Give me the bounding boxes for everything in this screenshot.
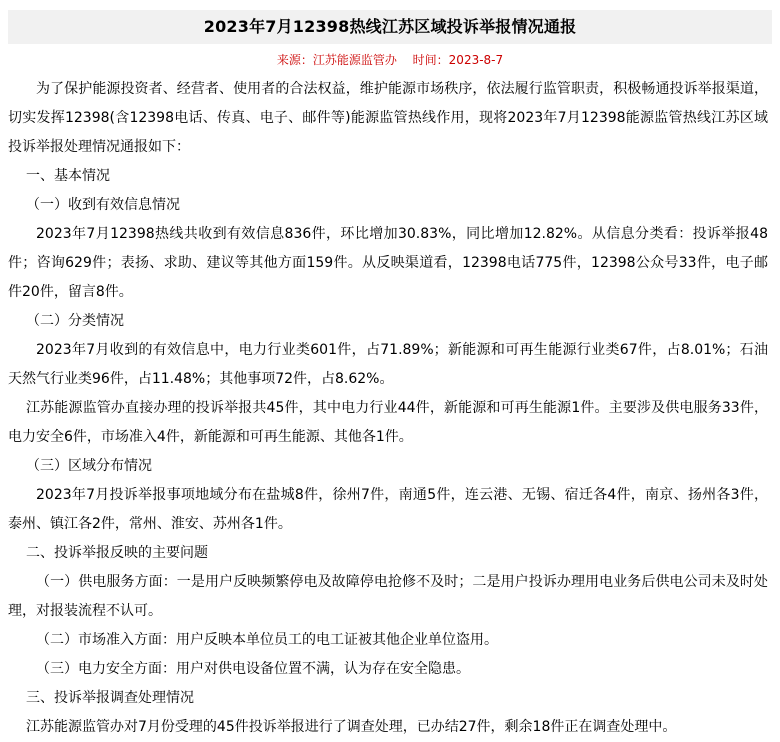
paragraph: 三、投诉举报调查处理情况 (26, 690, 194, 706)
time-label: 时间：2023-8-7 (412, 53, 504, 67)
paragraph: 2023年7月收到的有效信息中，电力行业类601件，占71.89%；新能源和可再生能源行业类67件，占8.01%；石油天然气行业类96件，占11.48%；其他事项72件，占8.62%。 (8, 342, 768, 387)
paragraph: 2023年7月投诉举报事项地域分布在盐城8件，徐州7件，南通5件，连云港、无锡、宿迁各4件，南京、扬州各3件，泰州、镇江各2件，常州、淮安、苏州各1件。 (8, 487, 768, 532)
title-bar (8, 10, 772, 44)
article-meta (0, 50, 780, 70)
paragraph: 江苏能源监管办对7月份受理的45件投诉举报进行了调查处理，已办结27件，剩余18件正在调查处理中。 (26, 719, 677, 735)
article-body (8, 75, 768, 742)
paragraph: （一）供电服务方面：一是用户反映频繁停电及故障停电抢修不及时；二是用户投诉办理用电业务后供电公司未及时处理，对报装流程不认可。 (8, 574, 768, 619)
paragraph: （三）区域分布情况 (26, 458, 152, 474)
paragraph: 一、基本情况 (26, 168, 110, 184)
paragraph: （二）市场准入方面：用户反映本单位员工的电工证被其他企业单位盗用。 (36, 632, 498, 648)
paragraph: （二）分类情况 (26, 313, 124, 329)
paragraph: 为了保护能源投资者、经营者、使用者的合法权益，维护能源市场秩序，依法履行监管职责，积极畅通投诉举报渠道，切实发挥12398(含12398电话、传真、电子、邮件等)能源监管热线作用，现将2023年7月12398能源监管热线江苏区域投诉举报处理情况通报如下： (8, 81, 768, 155)
source-label: 来源：江苏能源监管办 (276, 53, 397, 67)
paragraph: 2023年7月12398热线共收到有效信息836件，环比增加30.83%，同比增加12.82%。从信息分类看：投诉举报48件；咨询629件；表扬、求助、建议等其他方面159件。从反映渠道看，12398电话775件，12398公众号33件，电子邮件20件，留言8件。 (8, 226, 768, 300)
paragraph: 二、投诉举报反映的主要问题 (26, 545, 208, 561)
paragraph: （一）收到有效信息情况 (26, 197, 180, 213)
page-title: 2023年7月12398热线江苏区域投诉举报情况通报 (203, 17, 577, 36)
paragraph: （三）电力安全方面：用户对供电设备位置不满，认为存在安全隐患。 (36, 661, 470, 677)
paragraph: 江苏能源监管办直接办理的投诉举报共45件，其中电力行业44件，新能源和可再生能源1件。主要涉及供电服务33件，电力安全6件，市场准入4件，新能源和可再生能源、其他各1件。 (8, 400, 768, 445)
